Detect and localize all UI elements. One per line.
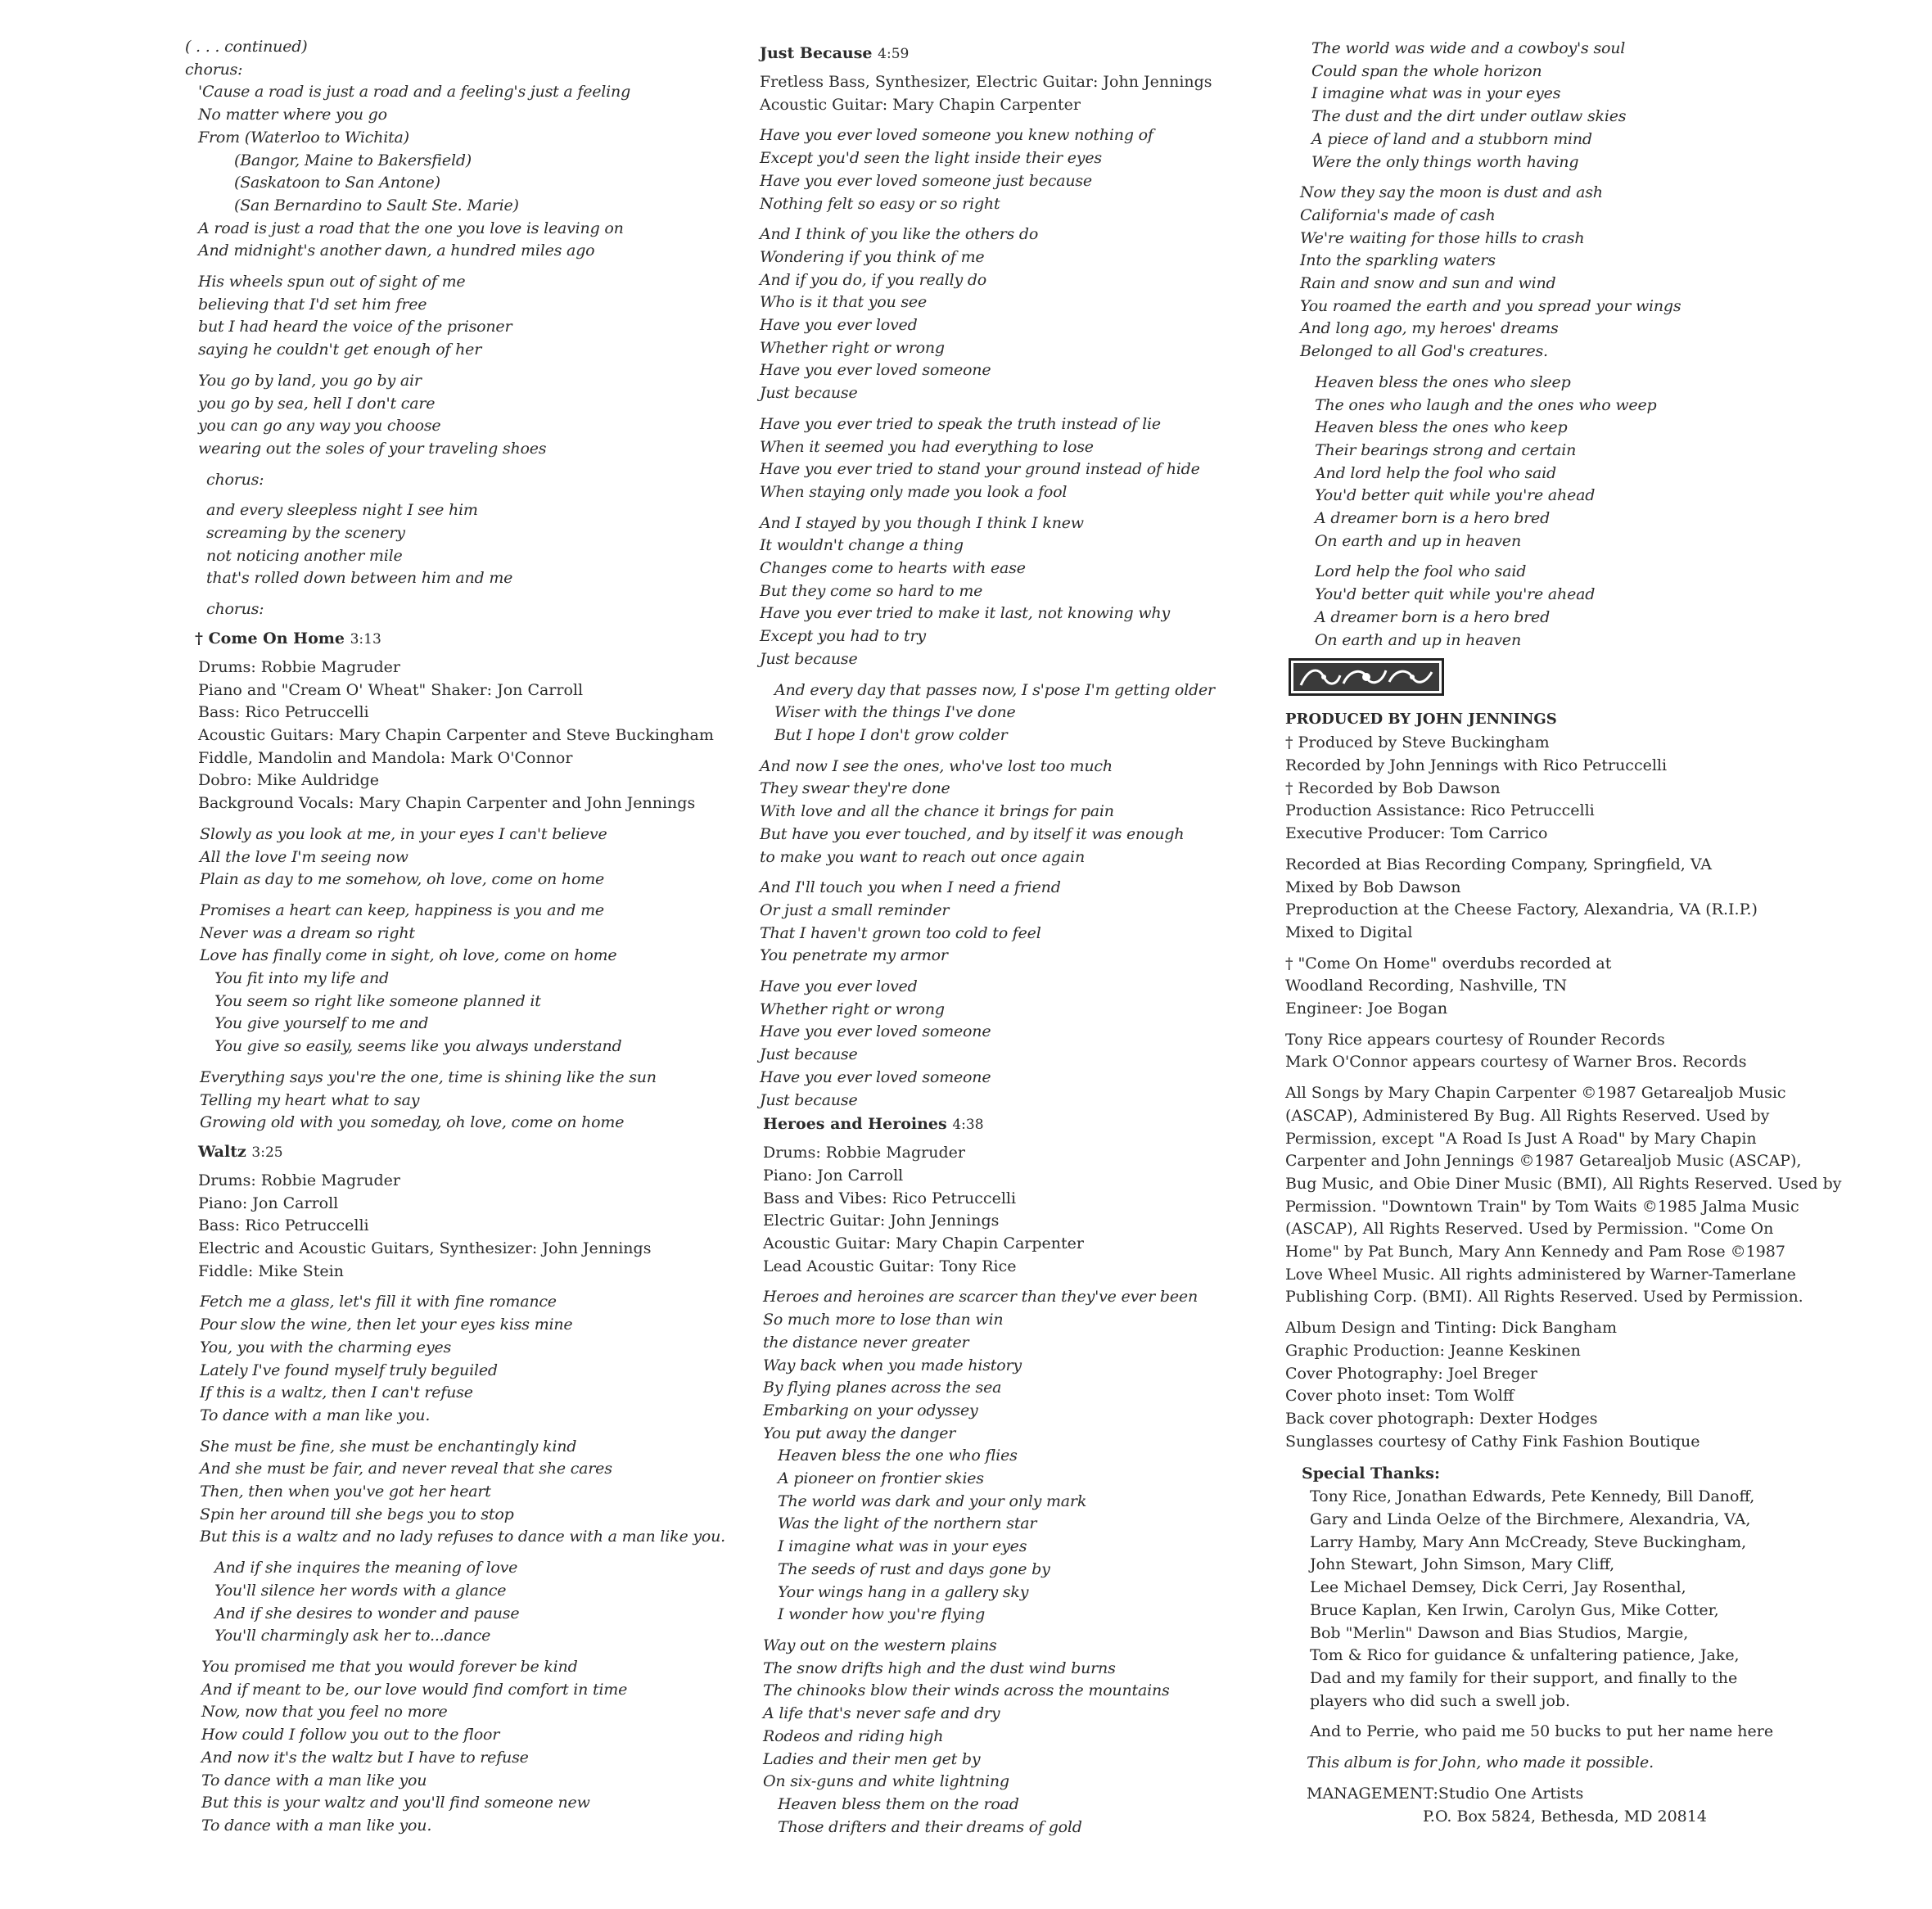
chorus-lines <box>185 81 742 149</box>
text-line: (ASCAP), Administered By Bug. All Rights Reserved. Used by <box>1285 1106 1770 1125</box>
text-line: Publishing Corp. (BMI). All Rights Reserved. Used by Permission. <box>1285 1288 1803 1307</box>
text-line: Now they say the moon is dust and ash <box>1300 183 1603 202</box>
text-line: Lee Michael Demsey, Dick Cerri, Jay Rosenthal, <box>1310 1578 1686 1597</box>
come-on-home-verse-2 <box>185 900 742 968</box>
text-line: players who did such a swell job. <box>1310 1691 1571 1710</box>
song-title-waltz: Waltz 3:25 <box>198 1142 283 1161</box>
text-line: And if meant to be, our love would find comfort in time <box>201 1680 628 1699</box>
text-line: Then, then when you've got her heart <box>200 1483 491 1501</box>
text-line: You fit into my life and <box>214 969 390 988</box>
column-middle <box>760 41 1284 1839</box>
text-line: I imagine what was in your eyes <box>1311 84 1561 103</box>
text-line: Embarking on your odyssey <box>763 1401 978 1419</box>
text-line: And if you do, if you really do <box>760 270 987 289</box>
text-line: Dad and my family for their support, and finally to the <box>1310 1669 1738 1687</box>
text-line: All Songs by Mary Chapin Carpenter ©1987 Getarealjob Music <box>1285 1084 1786 1103</box>
text-line: When staying only made you look a fool <box>760 482 1068 501</box>
management-address: P.O. Box 5824, Bethesda, MD 20814 <box>1423 1807 1707 1826</box>
text-line: But have you ever touched, and by itself it was enough <box>760 824 1185 843</box>
text-line: to make you want to reach out once again <box>760 847 1085 866</box>
text-line: From (Waterloo to Wichita) <box>198 128 409 147</box>
text-line: It wouldn't change a thing <box>760 536 964 555</box>
text-line: Ladies and their men get by <box>763 1749 981 1768</box>
production-credits <box>1285 732 1907 846</box>
text-line: 'Cause a road is just a road and a feeling's just a feeling <box>198 83 631 102</box>
text-line: Changes come to hearts with ease <box>760 559 1026 578</box>
heroes-credits <box>760 1142 1284 1278</box>
text-line: Piano: Jon Carroll <box>763 1166 904 1185</box>
heroes-cont <box>1285 38 1907 174</box>
text-line: you go by sea, hell I don't care <box>198 394 436 413</box>
text-line: You put away the danger <box>763 1424 956 1442</box>
text-line: Acoustic Guitar: Mary Chapin Carpenter <box>760 95 1081 114</box>
text-line: Heaven bless the ones who keep <box>1315 418 1568 437</box>
text-line: (Saskatoon to San Antone) <box>234 174 440 192</box>
text-line: Tom & Rico for guidance & unfaltering patience, Jake, <box>1310 1646 1740 1665</box>
text-line: You'll charmingly ask her to...dance <box>214 1627 491 1645</box>
text-line: Were the only things worth having <box>1311 152 1579 171</box>
text-line: You'd better quit while you're ahead <box>1315 486 1596 505</box>
text-line: Recorded by John Jennings with Rico Petruccelli <box>1285 756 1668 774</box>
text-line: (San Bernardino to Sault Ste. Marie) <box>234 196 519 214</box>
text-line: not noticing another mile <box>206 546 403 565</box>
chorus-places <box>185 150 742 218</box>
text-line: California's made of cash <box>1300 205 1496 224</box>
text-line: Their bearings strong and certain <box>1315 440 1577 459</box>
text-line: Was the light of the northern star <box>778 1514 1037 1533</box>
text-line: If this is a waltz, then I can't refuse <box>200 1383 473 1402</box>
text-line: Way out on the western plains <box>763 1636 997 1654</box>
text-line: Plain as day to me somehow, oh love, come on home <box>200 870 605 889</box>
heroes-verse-3 <box>1285 182 1907 363</box>
text-line: On earth and up in heaven <box>1315 531 1522 550</box>
chorus-label: chorus: <box>185 60 243 79</box>
just-because-verse-1 <box>760 124 1284 215</box>
text-line: A dreamer born is a hero bred <box>1315 509 1551 528</box>
text-line: That I haven't grown too cold to feel <box>760 923 1041 942</box>
heroes-chorus-2 <box>760 1794 1284 1839</box>
text-line: Gary and Linda Oelze of the Birchmere, Alexandria, VA, <box>1310 1510 1751 1529</box>
text-line: Electric and Acoustic Guitars, Synthesizer: John Jennings <box>198 1239 652 1258</box>
verse-wheels <box>185 271 742 362</box>
text-line: Have you ever loved someone just because <box>760 171 1092 190</box>
heroes-verse-1 <box>760 1286 1284 1445</box>
text-line: Heroes and heroines are scarcer than they've ever been <box>763 1288 1198 1307</box>
text-line: Slowly as you look at me, in your eyes I can't believe <box>200 824 607 843</box>
ornament-divider <box>1289 658 1444 696</box>
text-line: The snow drifts high and the dust wind burns <box>763 1659 1116 1677</box>
design-credits <box>1285 1317 1907 1453</box>
text-line: wearing out the soles of your traveling shoes <box>198 439 547 458</box>
text-line: By flying planes across the sea <box>763 1379 1002 1397</box>
text-line: You give so easily, seems like you always understand <box>214 1037 622 1056</box>
come-on-home-credits <box>185 657 742 815</box>
text-line: You seem so right like someone planned it <box>214 991 541 1010</box>
text-line: And I think of you like the others do <box>760 225 1039 244</box>
just-because-verse-7 <box>760 877 1284 968</box>
text-line: Have you ever tried to speak the truth instead of lie <box>760 414 1161 433</box>
waltz-credits <box>185 1170 742 1284</box>
text-line: You promised me that you would forever be kind <box>201 1658 578 1676</box>
text-line: But I hope I don't grow colder <box>774 725 1008 744</box>
special-thanks-list <box>1285 1486 1907 1713</box>
text-line: But this is your waltz and you'll find someone new <box>201 1794 590 1812</box>
text-line: I wonder how you're flying <box>778 1605 986 1624</box>
text-line: And long ago, my heroes' dreams <box>1300 319 1559 338</box>
text-line: Mark O'Connor appears courtesy of Warner Bros. Records <box>1285 1053 1747 1072</box>
text-line: Telling my heart what to say <box>200 1090 420 1109</box>
text-line: Fiddle: Mike Stein <box>198 1261 344 1280</box>
text-line: Bruce Kaplan, Ken Irwin, Carolyn Gus, Mike Cotter, <box>1310 1600 1719 1619</box>
text-line: Drums: Robbie Magruder <box>198 1171 400 1189</box>
text-line: You penetrate my armor <box>760 946 948 965</box>
text-line: Fiddle, Mandolin and Mandola: Mark O'Connor <box>198 748 573 767</box>
text-line: Have you ever loved someone <box>760 361 991 380</box>
text-line: And I'll touch you when I need a friend <box>760 878 1061 897</box>
text-line: Heaven bless the one who flies <box>778 1446 1018 1465</box>
text-line: (ASCAP), All Rights Reserved. Used by Permission. "Come On <box>1285 1220 1774 1239</box>
text-line: † Recorded by Bob Dawson <box>1285 778 1501 797</box>
song-title-just-because: Just Because 4:59 <box>760 44 910 62</box>
courtesy-credits <box>1285 1029 1907 1074</box>
text-line: No matter where you go <box>198 106 387 124</box>
text-line: Lately I've found myself truly beguiled <box>200 1361 498 1379</box>
column-right <box>1285 38 1907 1828</box>
special-thanks-heading: Special Thanks: <box>1302 1464 1440 1483</box>
text-line: Into the sparkling waters <box>1300 251 1496 270</box>
just-because-verse-3 <box>760 413 1284 504</box>
text-line: And lord help the fool who said <box>1315 463 1556 482</box>
text-line: Wondering if you think of me <box>760 247 985 266</box>
text-line: Home" by Pat Bunch, Mary Ann Kennedy and Pam Rose ©1987 <box>1285 1243 1785 1261</box>
text-line: Love has finally come in sight, oh love, come on home <box>200 946 617 965</box>
text-line: Drums: Robbie Magruder <box>198 657 400 676</box>
text-line: A piece of land and a stubborn mind <box>1311 129 1592 148</box>
heroes-verse-2 <box>760 1635 1284 1794</box>
text-line: Drums: Robbie Magruder <box>763 1144 965 1162</box>
text-line: Whether right or wrong <box>760 338 945 357</box>
text-line: Have you ever tried to make it last, not knowing why <box>760 604 1170 623</box>
just-because-verse-8 <box>760 976 1284 1112</box>
come-on-home-bridge <box>185 968 742 1058</box>
just-because-verse-6 <box>760 756 1284 869</box>
text-line: Your wings hang in a gallery sky <box>778 1582 1029 1601</box>
text-line: believing that I'd set him free <box>198 295 427 314</box>
column-left <box>185 36 742 1838</box>
overdub-credits <box>1285 953 1907 1021</box>
dagger-mark: † <box>195 629 203 648</box>
chorus-end <box>185 218 742 263</box>
just-because-verse-2 <box>760 223 1284 405</box>
text-line: Wiser with the things I've done <box>774 703 1016 722</box>
text-line: A pioneer on frontier skies <box>778 1469 984 1488</box>
text-line: Lord help the fool who said <box>1315 562 1527 581</box>
text-line: Back cover photograph: Dexter Hodges <box>1285 1409 1598 1428</box>
text-line: Have you ever loved <box>760 316 918 335</box>
text-line: Have you ever loved someone <box>760 1067 991 1086</box>
text-line: Promises a heart can keep, happiness is you and me <box>200 900 604 919</box>
text-line: Electric Guitar: John Jennings <box>763 1212 1000 1230</box>
text-line: She must be fine, she must be enchantingly kind <box>200 1437 577 1455</box>
text-line: Heaven bless them on the road <box>778 1794 1019 1813</box>
text-line: With love and all the chance it brings for pain <box>760 802 1114 821</box>
text-line: They swear they're done <box>760 779 950 798</box>
text-line: And if she inquires the meaning of love <box>214 1559 518 1577</box>
text-line: that's rolled down between him and me <box>206 569 513 588</box>
text-line: Who is it that you see <box>760 293 928 312</box>
text-line: the distance never greater <box>763 1333 969 1352</box>
text-line: Sunglasses courtesy of Cathy Fink Fashion Boutique <box>1285 1432 1700 1451</box>
text-line: I imagine what was in your eyes <box>778 1537 1027 1556</box>
text-line: Nothing felt so easy or so right <box>760 194 1000 213</box>
text-line: Have you ever tried to stand your ground instead of hide <box>760 460 1200 479</box>
text-line: To dance with a man like you. <box>201 1816 432 1835</box>
chorus-label-2: chorus: <box>206 470 264 489</box>
text-line: Carpenter and John Jennings ©1987 Getarealjob Music (ASCAP), <box>1285 1152 1802 1171</box>
text-line: Never was a dream so right <box>200 923 415 942</box>
verse-sleepless <box>185 499 742 590</box>
dedication: This album is for John, who made it possible. <box>1307 1753 1654 1772</box>
text-line: Acoustic Guitars: Mary Chapin Carpenter and Steve Buckingham <box>198 725 714 744</box>
text-line: Way back when you made history <box>763 1356 1022 1374</box>
text-line: Just because <box>760 384 858 403</box>
management: MANAGEMENT:Studio One Artists <box>1307 1784 1584 1803</box>
heroes-chorus-3 <box>1285 372 1907 553</box>
text-line: You roamed the earth and you spread your wings <box>1300 296 1681 315</box>
text-line: The dust and the dirt under outlaw skies <box>1311 107 1627 126</box>
text-line: Engineer: Joe Bogan <box>1285 1000 1448 1018</box>
text-line: Just because <box>760 1045 858 1064</box>
text-line: Mixed to Digital <box>1285 923 1413 941</box>
text-line: Graphic Production: Jeanne Keskinen <box>1285 1341 1581 1360</box>
text-line: And now I see the ones, who've lost too much <box>760 756 1113 775</box>
waltz-verse-3 <box>185 1557 742 1648</box>
text-line: So much more to lose than win <box>763 1311 1004 1329</box>
text-line: Spin her around till she begs you to stop <box>200 1505 514 1523</box>
text-line: and every sleepless night I see him <box>206 501 478 520</box>
text-line: A dreamer born is a hero bred <box>1315 607 1551 626</box>
text-line: you can go any way you choose <box>198 417 441 436</box>
just-because-verse-5 <box>760 679 1284 747</box>
text-line: † "Come On Home" overdubs recorded at <box>1285 954 1612 973</box>
text-line: Dobro: Mike Auldridge <box>198 771 380 790</box>
heroes-chorus-4 <box>1285 561 1907 652</box>
text-line: On earth and up in heaven <box>1315 630 1522 649</box>
text-line: Permission. "Downtown Train" by Tom Waits ©1985 Jalma Music <box>1285 1197 1799 1216</box>
text-line: Could span the whole horizon <box>1311 61 1542 80</box>
text-line: Rain and snow and sun and wind <box>1300 274 1556 293</box>
text-line: But they come so hard to me <box>760 581 983 600</box>
text-line: Love Wheel Music. All rights administered by Warner-Tamerlane <box>1285 1265 1796 1284</box>
chorus-label-3: chorus: <box>206 600 264 619</box>
text-line: Except you'd seen the light inside their eyes <box>760 149 1102 168</box>
text-line: And if she desires to wonder and pause <box>214 1604 520 1622</box>
text-line: And now it's the waltz but I have to refuse <box>201 1748 529 1767</box>
text-line: Background Vocals: Mary Chapin Carpenter and John Jennings <box>198 794 696 813</box>
text-line: screaming by the scenery <box>206 524 405 543</box>
text-line: Growing old with you someday, oh love, come on home <box>200 1113 625 1132</box>
text-line: But this is a waltz and no lady refuses to dance with a man like you. <box>200 1528 726 1546</box>
text-line: We're waiting for those hills to crash <box>1300 228 1585 247</box>
text-line: Heaven bless the ones who sleep <box>1315 372 1571 391</box>
text-line: A road is just a road that the one you love is leaving on <box>198 219 624 237</box>
text-line: The chinooks blow their winds across the mountains <box>763 1681 1170 1700</box>
text-line: Except you had to try <box>760 627 926 646</box>
text-line: Fetch me a glass, let's fill it with fine romance <box>200 1293 557 1311</box>
text-line: You, you with the charming eyes <box>200 1338 452 1356</box>
perrie-note: And to Perrie, who paid me 50 bucks to put her name here <box>1310 1722 1774 1741</box>
text-line: Recorded at Bias Recording Company, Springfield, VA <box>1285 855 1713 873</box>
text-line: The ones who laugh and the ones who weep <box>1315 395 1657 414</box>
text-line: To dance with a man like you. <box>200 1406 431 1424</box>
text-line: A life that's never safe and dry <box>763 1704 1000 1723</box>
recording-credits <box>1285 854 1907 945</box>
song-title-heroes: Heroes and Heroines 4:38 <box>763 1115 984 1134</box>
text-line: Permission, except "A Road Is Just A Road" by Mary Chapin <box>1285 1129 1757 1148</box>
text-line: † Produced by Steve Buckingham <box>1285 733 1550 752</box>
text-line: Or just a small reminder <box>760 900 950 919</box>
text-line: Bass: Rico Petruccelli <box>198 1216 369 1235</box>
text-line: Just because <box>760 649 858 668</box>
waltz-verse-2 <box>185 1436 742 1550</box>
text-line: The world was dark and your only mark <box>778 1492 1087 1510</box>
text-line: And she must be fair, and never reveal that she cares <box>200 1460 612 1478</box>
verse-go-by-land <box>185 370 742 461</box>
text-line: Tony Rice, Jonathan Edwards, Pete Kennedy, Bill Danoff, <box>1310 1487 1755 1506</box>
text-line: The seeds of rust and days gone by <box>778 1559 1050 1578</box>
text-line: Cover photo inset: Tom Wolff <box>1285 1387 1514 1406</box>
text-line: You'd better quit while you're ahead <box>1315 585 1596 604</box>
text-line: All the love I'm seeing now <box>200 847 409 866</box>
ornament-icon <box>1291 661 1442 693</box>
text-line: Everything says you're the one, time is shining like the sun <box>200 1067 657 1086</box>
text-line: Bug Music, and Obie Diner Music (BMI), All Rights Reserved. Used by <box>1285 1174 1842 1193</box>
text-line: And I stayed by you though I think I knew <box>760 513 1084 532</box>
song-title-come-on-home: † Come On Home 3:13 <box>195 629 381 648</box>
text-line: Those drifters and their dreams of gold <box>778 1817 1082 1836</box>
text-line: Woodland Recording, Nashville, TN <box>1285 977 1568 995</box>
text-line: Have you ever loved someone you knew nothing of <box>760 126 1153 145</box>
text-line: And midnight's another dawn, a hundred miles ago <box>198 241 595 260</box>
text-line: The world was wide and a cowboy's soul <box>1311 39 1626 57</box>
text-line: To dance with a man like you <box>201 1771 427 1789</box>
text-line: Have you ever loved someone <box>760 1022 991 1041</box>
text-line: Belonged to all God's creatures. <box>1300 342 1548 361</box>
text-line: His wheels spun out of sight of me <box>198 273 466 291</box>
text-line: Preproduction at the Cheese Factory, Alexandria, VA (R.I.P.) <box>1285 900 1758 919</box>
text-line: You go by land, you go by air <box>198 371 422 390</box>
just-because-credits <box>760 71 1284 116</box>
text-line: Mixed by Bob Dawson <box>1285 878 1461 896</box>
text-line: Tony Rice appears courtesy of Rounder Records <box>1285 1030 1665 1049</box>
continued-label: ( . . . continued) <box>185 38 308 56</box>
text-line: Pour slow the wine, then let your eyes kiss mine <box>200 1316 573 1334</box>
just-because-verse-4 <box>760 512 1284 671</box>
text-line: Now, now that you feel no more <box>201 1703 448 1722</box>
text-line: And every day that passes now, I s'pose I'm getting older <box>774 680 1215 699</box>
text-line: You give yourself to me and <box>214 1014 429 1033</box>
text-line: Album Design and Tinting: Dick Bangham <box>1285 1319 1618 1338</box>
text-line: You'll silence her words with a glance <box>214 1581 507 1600</box>
text-line: saying he couldn't get enough of her <box>198 341 482 359</box>
text-line: but I had heard the voice of the prisoner <box>198 318 512 336</box>
text-line: Have you ever loved <box>760 977 918 996</box>
text-line: Fretless Bass, Synthesizer, Electric Guitar: John Jennings <box>760 73 1212 91</box>
text-line: How could I follow you out to the floor <box>201 1726 500 1744</box>
text-line: Rodeos and riding high <box>763 1726 944 1745</box>
text-line: Bass: Rico Petruccelli <box>198 703 369 722</box>
text-line: Lead Acoustic Guitar: Tony Rice <box>763 1257 1017 1275</box>
come-on-home-verse-3 <box>185 1067 742 1135</box>
rights-notice <box>1285 1082 1907 1309</box>
text-line: Bass and Vibes: Rico Petruccelli <box>763 1189 1017 1207</box>
text-line: Just because <box>760 1090 858 1109</box>
text-line: Executive Producer: Tom Carrico <box>1285 824 1548 843</box>
text-line: Whether right or wrong <box>760 1000 945 1018</box>
text-line: Piano and "Cream O' Wheat" Shaker: Jon Carroll <box>198 680 584 699</box>
text-line: Cover Photography: Joel Breger <box>1285 1364 1537 1383</box>
text-line: Bob "Merlin" Dawson and Bias Studios, Margie, <box>1310 1623 1689 1642</box>
text-line: (Bangor, Maine to Bakersfield) <box>234 151 472 169</box>
text-line: Production Assistance: Rico Petruccelli <box>1285 801 1595 820</box>
text-line: Acoustic Guitar: Mary Chapin Carpenter <box>763 1234 1084 1253</box>
text-line: Piano: Jon Carroll <box>198 1194 339 1212</box>
text-line: John Stewart, John Simson, Mary Cliff, <box>1310 1555 1615 1574</box>
produced-by-heading: PRODUCED BY JOHN JENNINGS <box>1285 711 1557 729</box>
waltz-verse-1 <box>185 1291 742 1427</box>
waltz-verse-4 <box>185 1656 742 1838</box>
come-on-home-verse-1 <box>185 824 742 891</box>
text-line: Larry Hamby, Mary Ann McCready, Steve Buckingham, <box>1310 1532 1747 1551</box>
heroes-chorus-1 <box>760 1445 1284 1627</box>
text-line: On six-guns and white lightning <box>763 1772 1009 1791</box>
text-line: When it seemed you had everything to lose <box>760 437 1094 456</box>
